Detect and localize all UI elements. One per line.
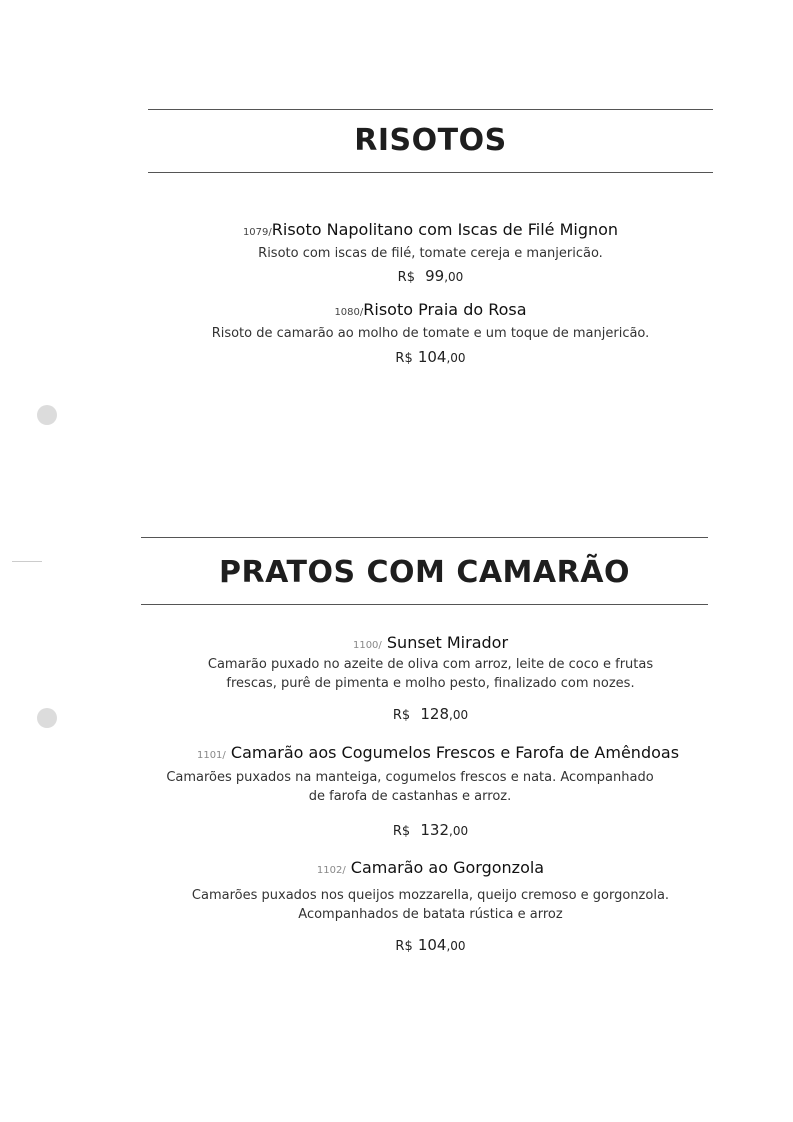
item-code: 1080/ — [334, 307, 364, 318]
item-name: Camarão ao Gorgonzola — [350, 858, 545, 877]
price-currency: R$ — [395, 351, 413, 366]
price-currency: R$ — [395, 939, 413, 954]
item-description-line: Acompanhados de batata rústica e arroz — [298, 907, 563, 922]
item-code: 1100/ — [352, 640, 382, 651]
item-description — [148, 655, 713, 693]
item-description — [160, 768, 660, 806]
price-decimal: ,00 — [444, 270, 464, 284]
item-name: Risoto Praia do Rosa — [363, 300, 527, 319]
item-description — [148, 886, 713, 924]
item-description-line: Camarão puxado no azeite de oliva com arroz, leite de coco e frutas — [207, 657, 654, 672]
item-price — [148, 704, 713, 723]
price-currency: R$ — [397, 270, 415, 285]
price-decimal: ,00 — [446, 351, 466, 365]
item-price — [148, 266, 713, 285]
menu-item-title — [148, 858, 713, 877]
menu-item-title — [148, 220, 713, 239]
item-description-line: Risoto com iscas de filé, tomate cereja e manjericão. — [258, 246, 603, 261]
price-decimal: ,00 — [446, 939, 466, 953]
item-name: Camarão aos Cogumelos Frescos e Farofa de Amêndoas — [230, 743, 680, 762]
margin-tick — [12, 561, 42, 562]
item-description-line: Camarões puxados nos queijos mozzarella, queijo cremoso e gorgonzola. — [191, 888, 670, 903]
menu-item-title — [148, 633, 713, 652]
price-integer: 104 — [417, 348, 447, 366]
item-description-line: Camarões puxados na manteiga, cogumelos frescos e nata. Acompanhado — [166, 770, 654, 785]
price-integer: 104 — [417, 936, 447, 954]
item-description-line: frescas, purê de pimenta e molho pesto, finalizado com nozes. — [226, 676, 635, 691]
item-price — [148, 347, 713, 366]
item-price — [148, 820, 713, 839]
binder-hole-bottom — [37, 708, 57, 728]
price-currency: R$ — [392, 824, 411, 839]
item-description — [148, 324, 713, 343]
item-code: 1079/ — [242, 227, 272, 238]
section-title-risotos: RISOTOS — [354, 123, 507, 158]
item-price — [148, 935, 713, 954]
price-integer: 128 — [420, 705, 450, 723]
section-rule-bottom — [141, 604, 708, 605]
price-integer: 99 — [425, 267, 445, 285]
item-code: 1101/ — [196, 750, 226, 761]
section-rule-bottom — [148, 172, 713, 173]
section-rule-top — [141, 537, 708, 538]
menu-item-title — [168, 743, 708, 762]
item-description-line: de farofa de castanhas e arroz. — [308, 789, 512, 804]
binder-hole-top — [37, 405, 57, 425]
menu-item-title — [148, 300, 713, 319]
section-rule-top — [148, 109, 713, 110]
item-code: 1102/ — [316, 865, 346, 876]
price-decimal: ,00 — [449, 824, 469, 838]
price-integer: 132 — [420, 821, 450, 839]
item-name: Sunset Mirador — [386, 633, 509, 652]
item-description — [148, 244, 713, 263]
item-name: Risoto Napolitano com Iscas de Filé Mignon — [271, 220, 619, 239]
price-decimal: ,00 — [449, 708, 469, 722]
price-currency: R$ — [392, 708, 411, 723]
section-title-pratos-com-camarao: PRATOS COM CAMARÃO — [219, 555, 630, 590]
item-description-line: Risoto de camarão ao molho de tomate e um toque de manjericão. — [211, 326, 650, 341]
